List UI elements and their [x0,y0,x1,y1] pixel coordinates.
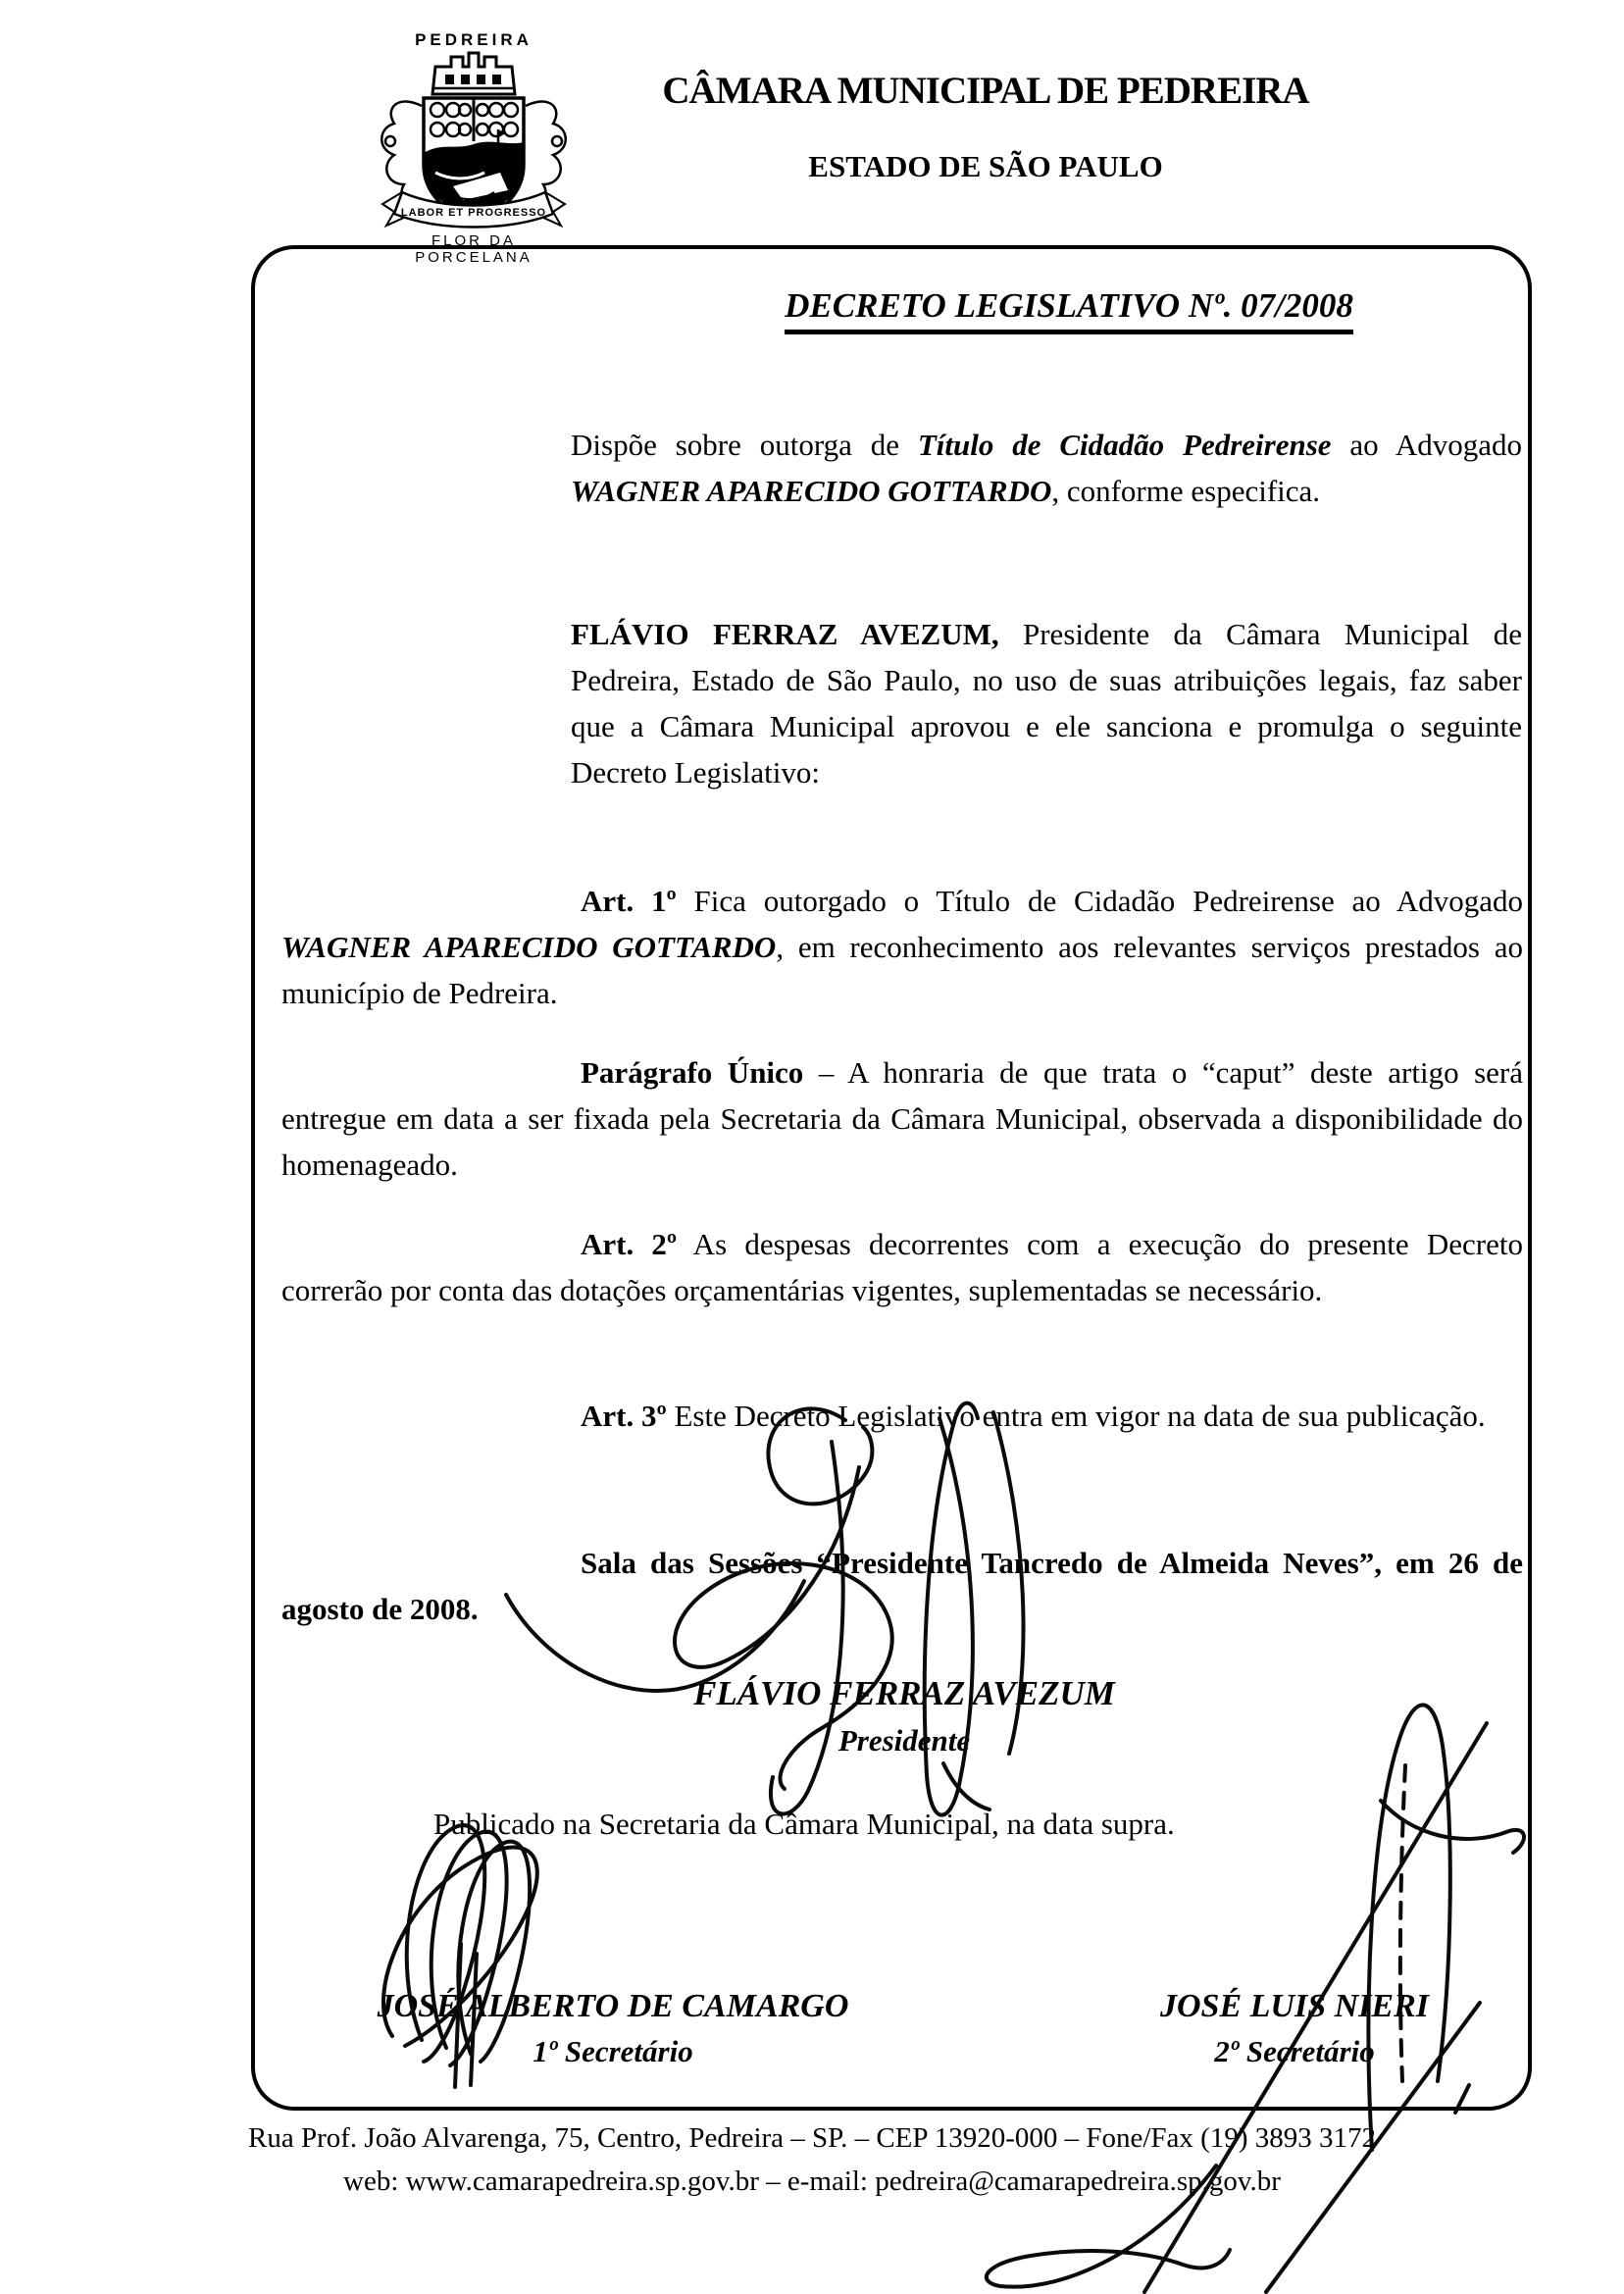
president-role: Presidente [837,1723,971,1758]
ementa-t2: ao Advogado [1331,428,1522,462]
president-name: FLÁVIO FERRAZ AVEZUM [693,1674,1115,1712]
first-secretary-block [314,1983,912,2073]
article-3-text: Este Decreto Legislativo entra em vigor na data de sua publicação. [666,1399,1486,1433]
second-secretary-role: 2º Secretário [1214,2034,1375,2068]
coat-of-arms [351,25,596,265]
footer-address [0,2116,1624,2203]
ementa-paragraph [571,422,1522,514]
ementa-t1: Dispõe sobre outorga de [571,428,918,462]
ementa-t3: , conforme especifica. [1051,474,1321,508]
article-1-honoree: WAGNER APARECIDO GOTTARDO [281,930,777,964]
article-1-label: Art. 1º [581,884,677,918]
decree-frame [251,245,1532,2111]
org-name: CÂMARA MUNICIPAL DE PEDREIRA [662,70,1309,112]
preamble-text: Presidente da Câmara Municipal de Pedreira, Estado de São Paulo, no uso de suas atribuições legais, faz saber que a Câmara Municipal aprovou e ele sanciona e promulga o seguinte Decreto Legislativo: [571,617,1522,790]
sole-paragraph-label: Parágrafo Único [581,1055,804,1090]
first-secretary-name: JOSÉ ALBERTO DE CAMARGO [377,1988,849,2024]
preamble-paragraph [571,611,1522,795]
first-secretary-role: 1º Secretário [533,2034,693,2068]
president-signature-block [414,1669,1395,1763]
ementa-e2: WAGNER APARECIDO GOTTARDO [571,474,1052,508]
coat-of-arms-drawing [351,25,596,265]
crest-porcelana: PORCELANA [415,249,533,265]
second-secretary-block [1000,1983,1589,2073]
session-hall-line: Sala das Sessões “Presidente Tancredo de Almeida Neves”, em 26 de agosto de 2008. [281,1546,1523,1626]
article-1-t2: , em reconhecimento aos relevantes serviços prestados ao município de Pedreira. [281,930,1523,1010]
state-name: ESTADO DE SÃO PAULO [808,149,1163,183]
second-secretary-name: JOSÉ LUIS NIERI [1160,1988,1429,2024]
sole-paragraph [281,1049,1523,1188]
footer-line1: Rua Prof. João Alvarenga, 75, Centro, Pedreira – SP. – CEP 13920-000 – Fone/Fax (19) 3893 3172 [248,2122,1376,2154]
decree-title-text: DECRETO LEGISLATIVO Nº. 07/2008 [785,286,1353,334]
article-2-text: As despesas decorrentes com a execução do presente Decreto correrão por conta das dotações orçamentárias vigentes, suplementadas se necessário. [281,1227,1523,1307]
crest-flor-da: FLOR DA [431,232,517,249]
published-line: Publicado na Secretaria da Câmara Municipal, na data supra. [433,1807,1175,1841]
crest-motto: LABOR ET PROGRESSO [400,207,547,219]
crest-crown-icon [432,53,515,94]
decree-title [579,286,1559,326]
crest-city-text: PEDREIRA [415,30,533,49]
ementa-e1: Título de Cidadão Pedreirense [917,428,1332,462]
article-2 [281,1221,1523,1313]
preamble-name: FLÁVIO FERRAZ AVEZUM, [571,617,999,651]
article-1-t1: Fica outorgado o Título de Cidadão Pedreirense ao Advogado [676,884,1523,918]
sole-paragraph-text: – A honraria de que trata o “caput” deste artigo será entregue em data a ser fixada pela Secretaria da Câmara Municipal, observada a disponibilidade do homenageado. [281,1055,1524,1182]
article-1 [281,878,1523,1016]
footer-line2: web: www.camarapedreira.sp.gov.br – e-mail: pedreira@camarapedreira.sp.gov.br [343,2166,1281,2197]
article-2-label: Art. 2º [581,1227,678,1261]
article-3-label: Art. 3º [581,1399,667,1433]
article-3 [281,1393,1523,1439]
